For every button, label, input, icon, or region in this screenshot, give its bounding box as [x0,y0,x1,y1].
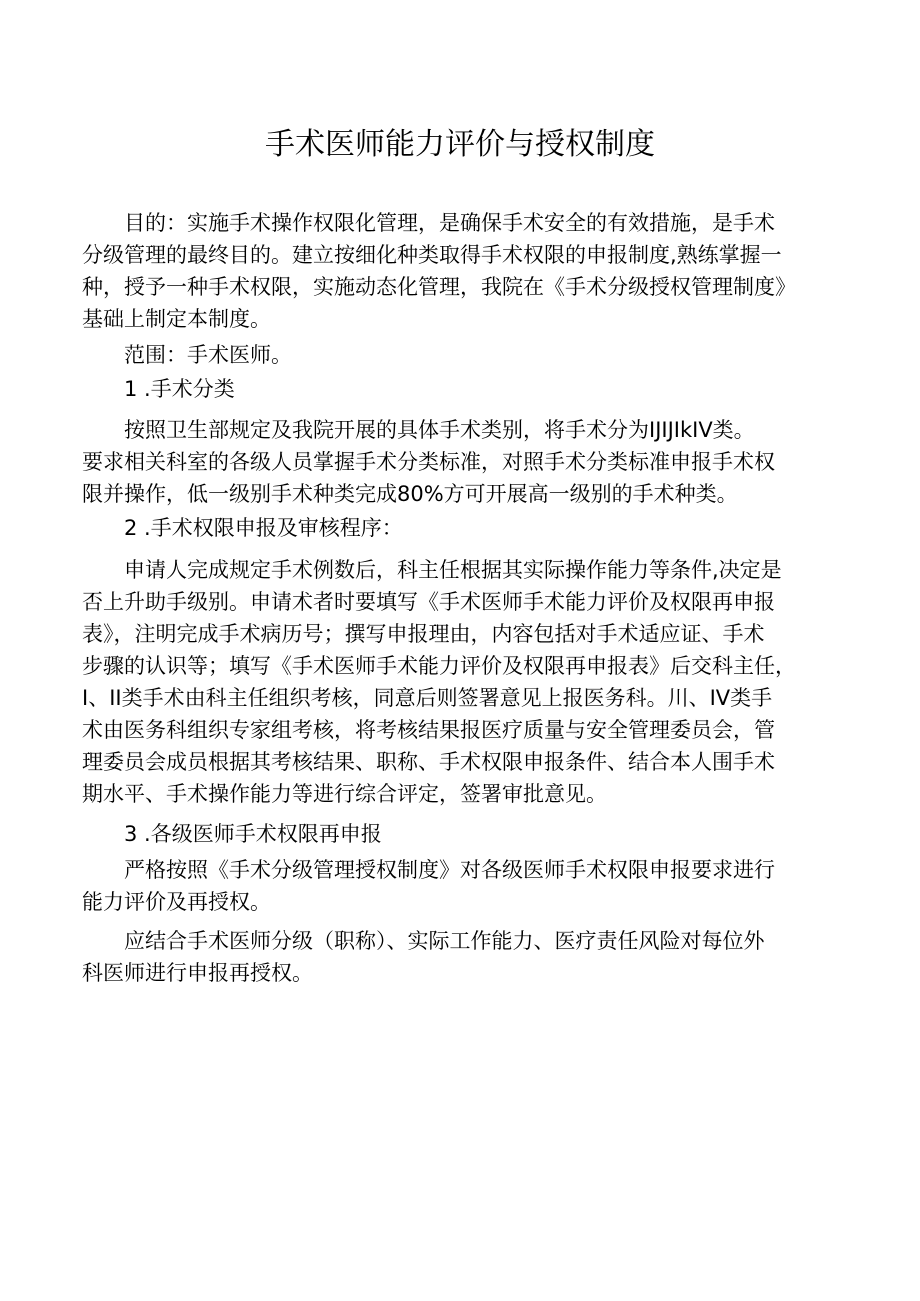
text-line: 理委员会成员根据其考核结果、职称、手术权限申报条件、结合本人围手术 [82,750,775,774]
text-line: I、II类手术由科主任组织考核，同意后则签署意见上报医务科。川、IV类手 [82,686,773,710]
text-line: 术由医务科组织专家组考核，将考核结果报医疗质量与安全管理委员会，管 [82,718,775,742]
text-line: 步骤的认识等；填写《手术医师手术能力评价及权限再申报表》后交科主任， [82,654,796,678]
text-line: 要求相关科室的各级人员掌握手术分类标准，对照手术分类标准申报手术权 [82,450,775,474]
text-line: 应结合手术医师分级（职称）、实际工作能力、医疗责任风险对每位外 [124,929,765,953]
purpose-paragraph [82,207,844,335]
text-line: 严格按照《手术分级管理授权制度》对各级医师手术权限申报要求进行 [124,858,775,882]
text-line: 能力评价及再授权。 [82,890,271,914]
text-line: 按照卫生部规定及我院开展的具体手术类别，将手术分为IJIJIkIV类。 [124,418,755,442]
scope-paragraph [82,339,844,371]
procedure-paragraph [82,554,844,810]
text-line: 期水平、手术操作能力等进行综合评定，签署审批意见。 [82,782,607,806]
reapplication-paragraph [82,854,844,918]
reauthorization-paragraph [82,925,844,989]
document-title: 手术医师能力评价与授权制度 [265,127,655,162]
text-line: 范围：手术医师。 [124,343,292,367]
text-line: 分级管理的最终目的。建立按细化种类取得手术权限的申报制度,熟练掌握一 [82,243,782,267]
classification-paragraph [82,414,844,510]
text-line: 表》，注明完成手术病历号；撰写申报理由，内容包括对手术适应证、手术 [82,622,765,646]
text-line: 限并操作，低一级别手术种类完成80%方可开展高一级别的手术种类。 [82,482,738,506]
section-heading-2 [82,512,844,544]
text-line: 申请人完成规定手术例数后，科主任根据其实际操作能力等条件,决定是 [124,558,782,582]
text-line: 3 .各级医师手术权限再申报 [124,822,382,846]
text-line: 科医师进行申报再授权。 [82,961,313,985]
text-line: 1 .手术分类 [124,377,235,401]
section-heading-3 [82,818,844,850]
text-line: 否上升助手级别。申请术者时要填写《手术医师手术能力评价及权限再申报 [82,590,775,614]
text-line: 目的：实施手术操作权限化管理，是确保手术安全的有效措施，是手术 [124,211,775,235]
text-line: 基础上制定本制度。 [82,307,271,331]
text-line: 2 .手术权限申报及审核程序： [124,516,403,540]
section-heading-1 [82,373,844,405]
text-line: 种，授予一种手术权限，实施动态化管理，我院在《手术分级授权管理制度》 [82,275,796,299]
